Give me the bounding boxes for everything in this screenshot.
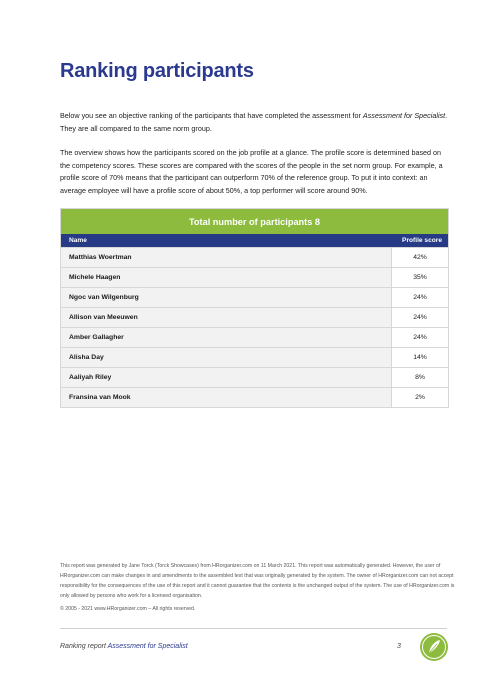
profile-score: 8% (391, 368, 448, 387)
profile-score: 24% (391, 308, 448, 327)
table-row (61, 387, 448, 407)
footer-report-title (60, 643, 188, 650)
participants-count-header: Total number of participants 8 (61, 209, 448, 234)
disclaimer-text: This report was generated by Jane Torck (Torck Showcases) from HRorganizer.com on 11 March 2021. This report was automatically generated. However, the user of HRorganizer.com can make changes in and amendments to the assembled text that was originally generated by the system. The owner of HRorganizer.com can not accept responsibility for the consequences of the use of this report and it cannot guarantee that the contents is the unchanged output of the system. The use of HRorganizer.com is only allowed by persons who work for a licensed organisation. (60, 563, 455, 599)
table-row (61, 347, 448, 367)
table-row (61, 327, 448, 347)
assessment-name: Assessment for Specialist (362, 111, 446, 120)
participant-name: Ngoc van Wilgenburg (69, 294, 139, 301)
participant-name: Matthias Woertman (69, 254, 132, 261)
column-header-name: Name (69, 237, 87, 244)
column-header-row (61, 234, 448, 247)
footer-report-label: Ranking report (60, 643, 108, 650)
participant-name: Amber Gallagher (69, 334, 124, 341)
page-title: Ranking participants (60, 60, 254, 82)
table-body (61, 247, 448, 407)
table-row (61, 287, 448, 307)
profile-score: 35% (391, 268, 448, 287)
intro-text-end: . They are all compared to the same norm group. (60, 111, 448, 133)
table-row (61, 247, 448, 267)
participant-name: Alisha Day (69, 354, 104, 361)
profile-score: 42% (391, 248, 448, 267)
feather-leaf-logo-icon (419, 632, 449, 662)
profile-score: 2% (391, 388, 448, 407)
footer-report-name: Assessment for Specialist (107, 643, 188, 650)
participant-name: Fransina van Mook (69, 394, 131, 401)
profile-score: 14% (391, 348, 448, 367)
participant-name: Aaliyah Riley (69, 374, 112, 381)
profile-score: 24% (391, 288, 448, 307)
column-header-profile-score: Profile score (402, 237, 442, 244)
footer-divider (60, 628, 447, 629)
profile-score: 24% (391, 328, 448, 347)
intro-paragraph-2: The overview shows how the participants scored on the job profile at a glance. The profile score is determined based on the competency scores. These scores are compared with the scores of the people in the set norm group. For example, a profile score of 70% means that the participant can outperform 70% of the reference group. To put it into context: an average employee will have a profile score of about 50%, a top performer will score around 90%. (60, 148, 443, 195)
intro-text-start: Below you see an objective ranking of the participants that have completed the assessment for (60, 111, 363, 120)
table-row (61, 267, 448, 287)
copyright-text: © 2005 - 2021 www.HRorganizer.com – All rights reserved. (60, 606, 196, 612)
table-row (61, 367, 448, 387)
participant-name: Allison van Meeuwen (69, 314, 138, 321)
page-number: 3 (397, 643, 401, 650)
table-row (61, 307, 448, 327)
intro-paragraph-1 (60, 110, 452, 135)
participant-name: Michele Haagen (69, 274, 121, 281)
ranking-table (60, 208, 449, 408)
